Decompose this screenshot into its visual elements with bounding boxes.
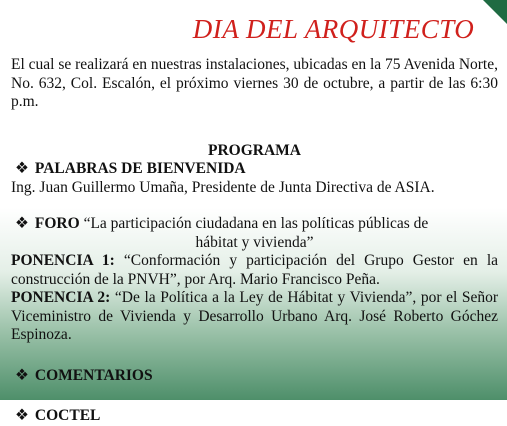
coctel-item bbox=[11, 407, 498, 426]
comentarios-label: COMENTARIOS bbox=[34, 366, 153, 384]
diamond-bullet-icon: ❖ bbox=[15, 160, 29, 177]
ponencia-2 bbox=[11, 289, 498, 345]
programa-heading: PROGRAMA bbox=[208, 141, 301, 159]
foro-label: FORO bbox=[34, 215, 80, 232]
diamond-bullet-icon: ❖ bbox=[15, 366, 29, 384]
foro-text-line1: “La participación ciudadana en las políticas públicas de bbox=[83, 215, 429, 232]
diamond-bullet-icon: ❖ bbox=[15, 215, 29, 232]
event-title: DIA DEL ARQUITECTO bbox=[192, 14, 475, 44]
coctel-label: COCTEL bbox=[34, 407, 101, 424]
bienvenida-text: Ing. Juan Guillermo Umaña, Presidente de Junta Directiva de ASIA. bbox=[11, 178, 435, 196]
ponencia-1-text: “Conformación y participación del Grupo Gestor en la construcción de la PNVH”, por Arq. Mario Francisco Peña. bbox=[11, 252, 499, 288]
diamond-bullet-icon: ❖ bbox=[15, 407, 29, 424]
ponencia-1 bbox=[11, 252, 498, 289]
document-body bbox=[11, 56, 498, 426]
bienvenida-item bbox=[11, 160, 498, 179]
foro-text-line2: hábitat y vivienda” bbox=[195, 233, 314, 251]
bienvenida-label: PALABRAS DE BIENVENIDA bbox=[34, 160, 246, 177]
ponencia-2-label: PONENCIA 2: bbox=[11, 289, 111, 306]
comentarios-item bbox=[11, 367, 498, 386]
foro-item bbox=[11, 215, 498, 234]
ponencia-2-text: “De la Política a la Ley de Hábitat y Vivienda”, por el Señor Viceministro de Vivienda y Desarrollo Urbano Arq. José Roberto Góchez Espinoza. bbox=[11, 289, 499, 343]
ponencia-1-label: PONENCIA 1: bbox=[11, 252, 115, 269]
intro-paragraph: El cual se realizará en nuestras instalaciones, ubicadas en la 75 Avenida Norte, No. 632, Col. Escalón, el próximo viernes 30 de octubre, a partir de las 6:30 p.m. bbox=[11, 56, 498, 110]
